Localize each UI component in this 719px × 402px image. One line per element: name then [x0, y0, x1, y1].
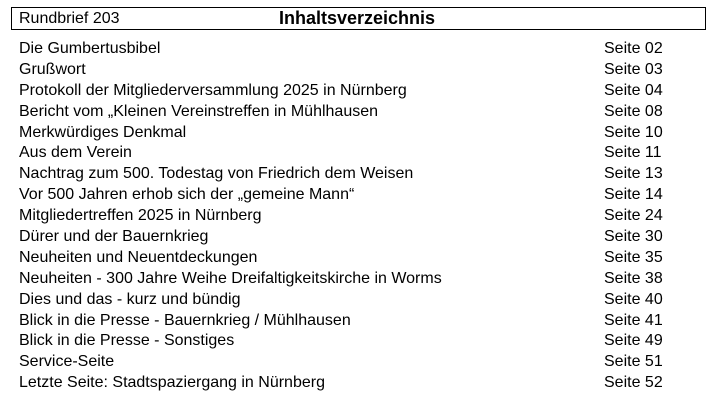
toc-entry-page: Seite 41	[604, 311, 663, 329]
toc-entry-title: Neuheiten und Neuentdeckungen	[19, 248, 258, 266]
toc-entry-title: Merkwürdiges Denkmal	[19, 123, 187, 141]
toc-entry-page: Seite 49	[604, 332, 663, 350]
toc-entry	[19, 206, 679, 227]
toc-entry	[19, 39, 679, 60]
toc-entry-page: Seite 13	[604, 165, 663, 183]
toc-entry-title: Neuheiten - 300 Jahre Weihe Dreifaltigkeitskirche in Worms	[19, 269, 442, 287]
toc-entry-page: Seite 03	[604, 60, 663, 78]
toc-entry-title: Grußwort	[19, 60, 86, 78]
toc-entry-page: Seite 51	[604, 353, 663, 371]
toc-entry-page: Seite 10	[604, 123, 663, 141]
toc-entry-page: Seite 14	[604, 186, 663, 204]
toc-entry	[19, 352, 679, 373]
toc-entry	[19, 290, 679, 311]
toc-entry-page: Seite 24	[604, 207, 663, 225]
toc-entry-page: Seite 40	[604, 290, 663, 308]
toc-entry	[19, 248, 679, 269]
table-of-contents	[19, 39, 679, 394]
toc-entry-page: Seite 11	[604, 144, 662, 162]
toc-entry	[19, 123, 679, 144]
toc-entry	[19, 227, 679, 248]
toc-entry-title: Die Gumbertusbibel	[19, 40, 161, 57]
toc-entry-page: Seite 38	[604, 269, 663, 287]
toc-entry-title: Vor 500 Jahren erhob sich der „gemeine Mann“	[19, 186, 355, 204]
toc-entry-title: Dies und das - kurz und bündig	[19, 290, 241, 308]
toc-entry-title: Protokoll der Mitgliederversammlung 2025 in Nürnberg	[19, 81, 407, 99]
toc-entry-page: Seite 08	[604, 102, 663, 120]
toc-entry-page: Seite 04	[604, 81, 663, 99]
toc-entry-title: Mitgliedertreffen 2025 in Nürnberg	[19, 207, 262, 225]
toc-entry-title: Blick in die Presse - Bauernkrieg / Mühlhausen	[19, 311, 351, 329]
toc-entry	[19, 373, 679, 394]
toc-entry-title: Aus dem Verein	[19, 144, 132, 162]
toc-entry	[19, 331, 679, 352]
toc-entry-page: Seite 35	[604, 248, 663, 266]
toc-entry	[19, 164, 679, 185]
toc-entry	[19, 81, 679, 102]
toc-entry	[19, 311, 679, 332]
toc-entry-title: Letzte Seite: Stadtspaziergang in Nürnberg	[19, 374, 325, 392]
toc-entry	[19, 143, 679, 164]
toc-entry	[19, 269, 679, 290]
issue-label: Rundbrief 203	[19, 10, 120, 27]
toc-entry-page: Seite 02	[604, 40, 663, 57]
toc-entry	[19, 60, 679, 81]
toc-entry	[19, 185, 679, 206]
toc-entry-title: Bericht vom „Kleinen Vereinstreffen in Mühlhausen	[19, 102, 379, 120]
toc-entry-title: Dürer und der Bauernkrieg	[19, 228, 209, 246]
toc-entry-title: Service-Seite	[19, 353, 115, 371]
page-title: Inhaltsverzeichnis	[279, 8, 436, 28]
toc-entry-title: Blick in die Presse - Sonstiges	[19, 332, 235, 350]
toc-entry-title: Nachtrag zum 500. Todestag von Friedrich dem Weisen	[19, 165, 414, 183]
toc-entry-page: Seite 30	[604, 228, 663, 246]
toc-entry	[19, 102, 679, 123]
toc-entry-page: Seite 52	[604, 374, 663, 392]
toc-header	[11, 7, 706, 30]
